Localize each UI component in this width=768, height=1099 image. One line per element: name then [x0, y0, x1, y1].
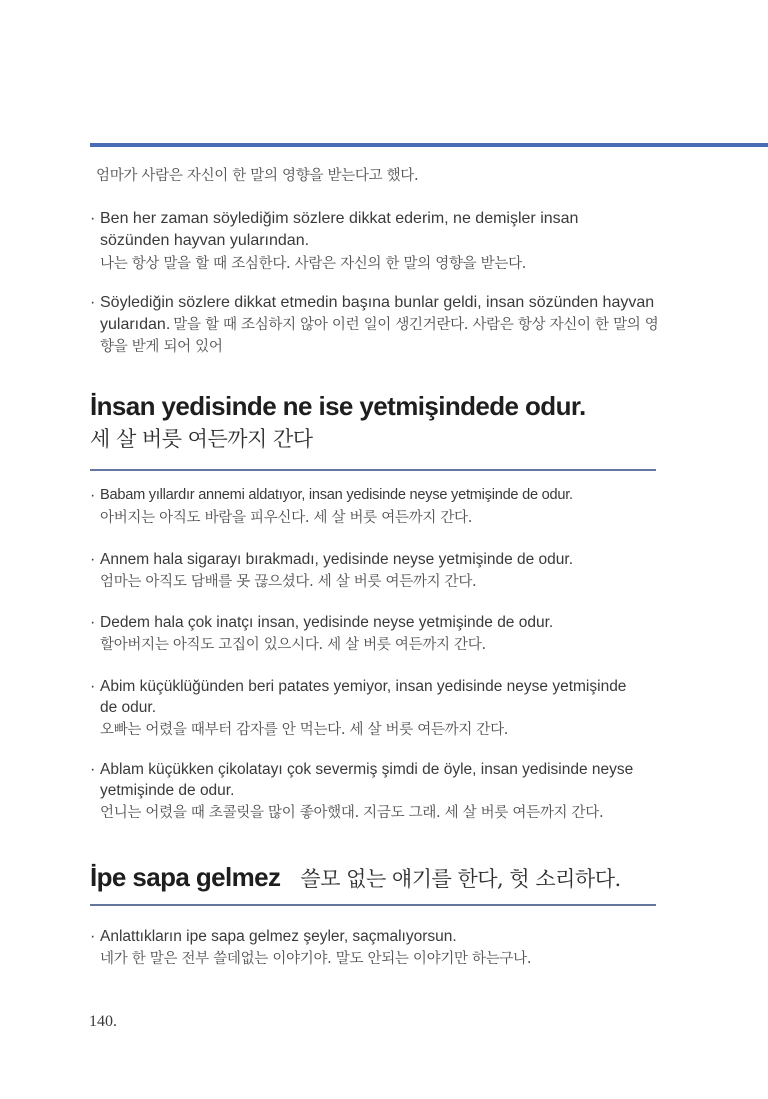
example-mixed-text [100, 292, 668, 358]
example-korean-text: 오빠는 어렸을 때부터 감자를 안 먹는다. 세 살 버릇 여든까지 간다. [100, 722, 509, 738]
section-divider [90, 469, 656, 471]
page-number: 140. [89, 1013, 117, 1030]
bullet-marker: · [90, 487, 96, 504]
example-turkish-text: Annem hala sigarayı bırakmadı, yedisinde neyse yetmişinde de odur. [100, 551, 574, 568]
example-korean-text: 언니는 어렸을 때 초콜릿을 많이 좋아했대. 지금도 그래. 세 살 버릇 여든까지 간다. [100, 805, 604, 821]
carryover-korean-text: 엄마가 사람은 자신이 한 말의 영향을 받는다고 했다. [96, 168, 419, 184]
example-turkish-text: Söylediğin sözlere dikkat etmedin başına bunlar geldi, insan sözünden hayvan yularıdan. [100, 294, 655, 333]
example-turkish-text: Ben her zaman söylediğim sözlere dikkat ederim, ne demişler insan sözünden hayvan yularından. [100, 210, 579, 249]
proverb-turkish-text: İpe sapa gelmez [90, 862, 281, 892]
bullet-marker: · [90, 614, 96, 631]
example-turkish-text: Anlattıkların ipe sapa gelmez şeyler, saçmalıyorsun. [100, 928, 457, 945]
proverb-korean-meaning: 세 살 버릇 여든까지 간다 [90, 427, 313, 451]
section-divider [90, 904, 656, 906]
bullet-marker: · [90, 210, 96, 227]
bullet-marker: · [90, 294, 96, 311]
example-korean-text: 엄마는 아직도 담배를 못 끊으셨다. 세 살 버릇 여든까지 간다. [100, 574, 477, 590]
example-item [90, 676, 638, 740]
example-item [90, 485, 672, 528]
example-korean-text: 할아버지는 아직도 고집이 있으시다. 세 살 버릇 여든까지 간다. [100, 637, 486, 653]
top-accent-rule [90, 143, 768, 147]
proverb-heading [90, 862, 690, 895]
bullet-marker: · [90, 551, 96, 568]
bullet-marker: · [90, 761, 96, 778]
example-korean-text: 나는 항상 말을 할 때 조심한다. 사람은 자신의 한 말의 영향을 받는다. [100, 256, 527, 272]
example-item [90, 208, 642, 274]
example-korean-text: 말을 할 때 조심하지 않아 이런 일이 생긴거란다. 사람은 항상 자신이 한 말의 영향을 받게 되어 있어 [100, 317, 659, 355]
example-item [90, 612, 672, 655]
example-korean-text: 네가 한 말은 전부 쓸데없는 이야기야. 말도 안되는 이야기만 하는구나. [100, 951, 532, 967]
example-korean-text: 아버지는 아직도 바람을 피우신다. 세 살 버릇 여든까지 간다. [100, 510, 473, 526]
example-turkish-text: Ablam küçükken çikolatayı çok severmiş şimdi de öyle, insan yedisinde neyse yetmişinde de odur. [100, 761, 634, 799]
example-item [90, 292, 668, 358]
section-heading [90, 862, 690, 895]
example-item [90, 549, 672, 592]
example-item [90, 759, 650, 823]
bullet-marker: · [90, 678, 96, 695]
proverb-korean-meaning: 쓸모 없는 얘기를 한다, 헛 소리하다. [300, 867, 621, 891]
example-turkish-text: Dedem hala çok inatçı insan, yedisinde neyse yetmişinde de odur. [100, 614, 554, 631]
proverb-heading: İnsan yedisinde ne ise yetmişindede odur. [90, 391, 586, 421]
example-turkish-text: Babam yıllardır annemi aldatıyor, insan yedisinde neyse yetmişinde de odur. [100, 487, 573, 503]
example-turkish-text: Abim küçüklüğünden beri patates yemiyor, insan yedisinde neyse yetmişinde de odur. [100, 678, 627, 716]
bullet-marker: · [90, 928, 96, 945]
example-item [90, 926, 672, 969]
section-heading [90, 391, 670, 452]
